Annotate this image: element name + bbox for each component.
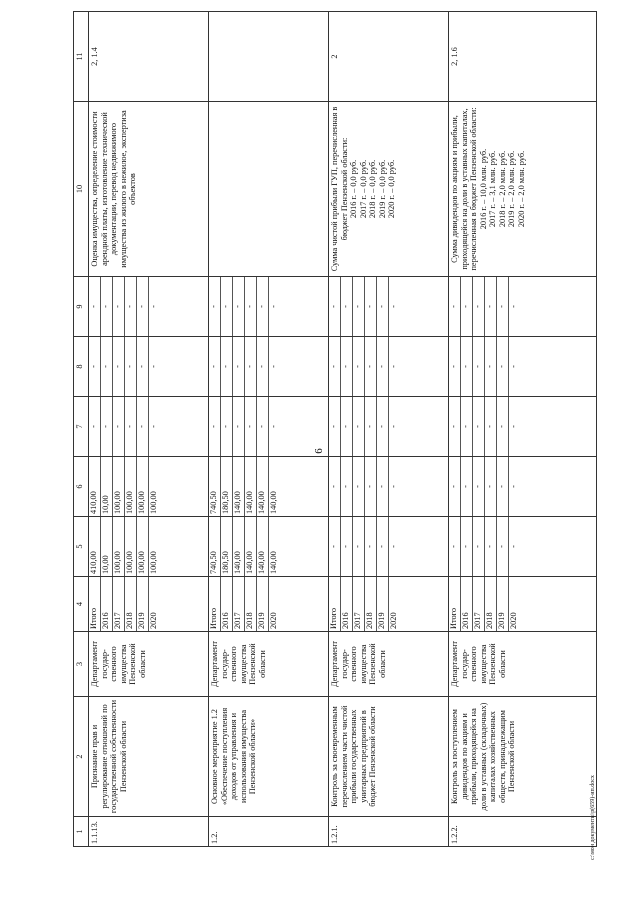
c5-value: 100,00: [125, 517, 137, 576]
c5-value: 140,00: [269, 551, 278, 574]
c8-value: -: [509, 365, 518, 368]
col-c5: [209, 517, 329, 577]
c5-value: -: [377, 517, 389, 576]
c9-value: -: [245, 277, 257, 336]
c6-value: -: [497, 457, 509, 516]
c6-value: -: [377, 457, 389, 516]
col-c8: [89, 337, 209, 397]
col-c6: [89, 457, 209, 517]
link: 2, 1.6: [449, 12, 597, 102]
col-c5: [329, 517, 449, 577]
c5-value: 410,00: [89, 517, 101, 576]
c9-value: -: [269, 305, 278, 308]
col-years: [329, 577, 449, 632]
c5-value: -: [329, 517, 341, 576]
years-value: 2017: [353, 577, 365, 631]
c9-value: -: [89, 277, 101, 336]
c9-value: -: [509, 305, 518, 308]
c6-value: 140,00: [269, 491, 278, 514]
c5-value: -: [473, 517, 485, 576]
indicator: Оценка имущества, определение стоимости арендной платы, изготовление технической документации, перевод недвижимого имущества из жилого в нежилое, экспертиза объектов: [89, 102, 209, 277]
c7-value: -: [113, 397, 125, 456]
c8-value: -: [341, 337, 353, 396]
c9-value: -: [485, 277, 497, 336]
years-value: 2019: [497, 577, 509, 631]
years-value: 2018: [245, 577, 257, 631]
c7-value: -: [377, 397, 389, 456]
c9-value: -: [389, 305, 398, 308]
years-value: 2019: [137, 577, 149, 631]
c8-value: -: [461, 337, 473, 396]
c8-value: -: [377, 337, 389, 396]
c9-value: -: [125, 277, 137, 336]
rotated-table-wrapper: [73, 12, 603, 847]
c9-value: -: [257, 277, 269, 336]
row-number: 1.1.13.: [89, 817, 209, 847]
c6-value: 140,00: [257, 457, 269, 516]
c8-value: -: [149, 365, 158, 368]
c7-value: -: [221, 397, 233, 456]
c7-value: -: [89, 397, 101, 456]
c9-value: -: [113, 277, 125, 336]
c9-value: -: [137, 277, 149, 336]
c9-value: -: [341, 277, 353, 336]
col-c6: [449, 457, 597, 517]
years-value: 2017: [233, 577, 245, 631]
c7-value: -: [101, 397, 113, 456]
c9-value: -: [461, 277, 473, 336]
c5-value: -: [389, 545, 398, 548]
c9-value: -: [497, 277, 509, 336]
col-header-1: 1: [74, 817, 89, 847]
col-c6: [209, 457, 329, 517]
col-c7: [89, 397, 209, 457]
c8-value: -: [137, 337, 149, 396]
footer-path: c:\мои документы\р(659)-ип.docx: [590, 775, 596, 860]
col-c8: [209, 337, 329, 397]
indicator: [209, 102, 329, 277]
col-header-10: 10: [74, 102, 89, 277]
col-c7: [449, 397, 597, 457]
c9-value: -: [329, 277, 341, 336]
header-row: [74, 12, 89, 847]
link: 2, 1.4: [89, 12, 209, 102]
c8-value: -: [449, 337, 461, 396]
years-value: 2016: [221, 577, 233, 631]
c6-value: -: [461, 457, 473, 516]
years-value: 2020: [149, 612, 158, 629]
c5-value: 740,50: [209, 517, 221, 576]
c5-value: -: [365, 517, 377, 576]
c5-value: -: [353, 517, 365, 576]
c9-value: -: [353, 277, 365, 336]
col-years: [449, 577, 597, 632]
c7-value: -: [449, 397, 461, 456]
c6-value: -: [365, 457, 377, 516]
link: 2: [329, 12, 449, 102]
years-value: 2016: [461, 577, 473, 631]
c8-value: -: [329, 337, 341, 396]
c9-value: -: [149, 305, 158, 308]
col-c9: [89, 277, 209, 337]
table-body: [89, 12, 597, 847]
col-years: [209, 577, 329, 632]
years-value: 2020: [269, 612, 278, 629]
c9-value: -: [233, 277, 245, 336]
table-row: [209, 12, 329, 847]
c7-value: -: [389, 425, 398, 428]
col-header-3: 3: [74, 632, 89, 697]
c5-value: 10,00: [101, 517, 113, 576]
c6-value: 100,00: [137, 457, 149, 516]
c6-value: 100,00: [149, 491, 158, 514]
years-value: Итого: [329, 577, 341, 631]
c8-value: -: [389, 365, 398, 368]
c6-value: 100,00: [113, 457, 125, 516]
c7-value: -: [233, 397, 245, 456]
col-c5: [89, 517, 209, 577]
years-value: 2016: [341, 577, 353, 631]
years-value: 2018: [485, 577, 497, 631]
col-header-9: 9: [74, 277, 89, 337]
c7-value: -: [341, 397, 353, 456]
c9-value: -: [209, 277, 221, 336]
executor: Департамент государ-ственного имущества Пензенской области: [449, 632, 597, 697]
c6-value: -: [509, 485, 518, 488]
years-value: Итого: [89, 577, 101, 631]
program-table: [73, 11, 597, 847]
c7-value: -: [485, 397, 497, 456]
c8-value: -: [353, 337, 365, 396]
c7-value: -: [125, 397, 137, 456]
c5-value: 100,00: [113, 517, 125, 576]
c8-value: -: [485, 337, 497, 396]
row-number: 1.2.: [209, 817, 329, 847]
c7-value: -: [209, 397, 221, 456]
c8-value: -: [245, 337, 257, 396]
c6-value: -: [485, 457, 497, 516]
c5-value: 140,00: [245, 517, 257, 576]
c7-value: -: [461, 397, 473, 456]
col-c9: [329, 277, 449, 337]
activity-name: Контроль за своевременным перечислением части чистой прибыли государственных унитарных предприятий в бюджет Пензенской области: [329, 697, 449, 817]
c7-value: -: [497, 397, 509, 456]
col-header-4: 4: [74, 577, 89, 632]
col-c8: [449, 337, 597, 397]
c7-value: -: [353, 397, 365, 456]
c7-value: -: [509, 425, 518, 428]
col-header-2: 2: [74, 697, 89, 817]
c7-value: -: [257, 397, 269, 456]
activity-name: Основное мероприятие 1.2 «Обеспечение поступления доходов от управления и использования имущества Пензенской области»: [209, 697, 329, 817]
c9-value: -: [101, 277, 113, 336]
years-value: 2020: [389, 612, 398, 629]
c7-value: -: [269, 425, 278, 428]
c5-value: 180,50: [221, 517, 233, 576]
col-header-7: 7: [74, 397, 89, 457]
years-value: 2019: [377, 577, 389, 631]
c6-value: 140,00: [245, 457, 257, 516]
c7-value: -: [473, 397, 485, 456]
col-c9: [449, 277, 597, 337]
c6-value: -: [353, 457, 365, 516]
c6-value: 180,50: [221, 457, 233, 516]
c8-value: -: [269, 365, 278, 368]
years-value: 2020: [509, 612, 518, 629]
c6-value: -: [329, 457, 341, 516]
c5-value: -: [509, 545, 518, 548]
col-header-11: 11: [74, 12, 89, 102]
c5-value: -: [449, 517, 461, 576]
years-value: 2016: [101, 577, 113, 631]
c9-value: -: [449, 277, 461, 336]
c5-value: -: [341, 517, 353, 576]
indicator: Сумма дивидендов по акциям и прибыли, приходящейся на доли в уставных капиталах, перечисленная в бюджет Пензенской области: 2016 г. – 10,0 млн. руб. 2017 г. – 3,1 млн. руб. 2018 г. – 2,0 млн. руб. 2019 г. – 2,0 млн. руб. 2020 г. – 2,0 млн. руб.: [449, 102, 597, 277]
c5-value: 100,00: [149, 551, 158, 574]
years-value: 2019: [257, 577, 269, 631]
row-number: 1.2.1.: [329, 817, 449, 847]
c8-value: -: [221, 337, 233, 396]
executor: Департамент государ-ственного имущества Пензенской области: [89, 632, 209, 697]
c9-value: -: [365, 277, 377, 336]
c5-value: 100,00: [137, 517, 149, 576]
c9-value: -: [473, 277, 485, 336]
c5-value: 140,00: [257, 517, 269, 576]
c7-value: -: [245, 397, 257, 456]
c8-value: -: [473, 337, 485, 396]
col-c7: [209, 397, 329, 457]
c8-value: -: [101, 337, 113, 396]
c7-value: -: [365, 397, 377, 456]
table-row: [329, 12, 449, 847]
col-c9: [209, 277, 329, 337]
c6-value: -: [389, 485, 398, 488]
c8-value: -: [233, 337, 245, 396]
col-years: [89, 577, 209, 632]
c6-value: -: [449, 457, 461, 516]
page-number: 6: [312, 448, 325, 454]
years-value: 2017: [113, 577, 125, 631]
c8-value: -: [497, 337, 509, 396]
executor: Департамент государ-ственного имущества Пензенской области: [329, 632, 449, 697]
col-c8: [329, 337, 449, 397]
c5-value: -: [497, 517, 509, 576]
activity-name: Контроль за поступлением дивидендов по акциям и прибыли, приходящейся на доли в уставных (складочных) капиталах хозяйственных обществ, принадлежащим Пензенской области: [449, 697, 597, 817]
c8-value: -: [257, 337, 269, 396]
years-value: 2018: [125, 577, 137, 631]
table-row: [449, 12, 597, 847]
c5-value: -: [485, 517, 497, 576]
years-value: 2018: [365, 577, 377, 631]
c6-value: 10,00: [101, 457, 113, 516]
col-c7: [329, 397, 449, 457]
link: [209, 12, 329, 102]
col-header-8: 8: [74, 337, 89, 397]
c7-value: -: [149, 425, 158, 428]
indicator: Сумма чистой прибыли ГУП, перечисленная в бюджет Пензенской области: 2016 г. – 0,0 руб. 2017 г. – 0,0 руб. 2018 г. – 0,0 руб. 2019 г. – 0,0 руб. 2020 г. – 0,0 руб.: [329, 102, 449, 277]
col-header-5: 5: [74, 517, 89, 577]
col-header-6: 6: [74, 457, 89, 517]
c5-value: -: [461, 517, 473, 576]
years-value: Итого: [209, 577, 221, 631]
c7-value: -: [137, 397, 149, 456]
c8-value: -: [209, 337, 221, 396]
col-c6: [329, 457, 449, 517]
c6-value: -: [473, 457, 485, 516]
years-value: 2017: [473, 577, 485, 631]
col-c5: [449, 517, 597, 577]
c8-value: -: [113, 337, 125, 396]
c5-value: 140,00: [233, 517, 245, 576]
activity-name: Признание прав и регулирование отношений по государственной собственности Пензенской области: [89, 697, 209, 817]
c6-value: 410,00: [89, 457, 101, 516]
c6-value: 140,00: [233, 457, 245, 516]
c8-value: -: [125, 337, 137, 396]
c8-value: -: [365, 337, 377, 396]
table-row: [89, 12, 209, 847]
years-value: Итого: [449, 577, 461, 631]
executor: Департамент государ-ственного имущества Пензенской области: [209, 632, 329, 697]
c9-value: -: [221, 277, 233, 336]
c6-value: 100,00: [125, 457, 137, 516]
row-number: 1.2.2.: [449, 817, 597, 847]
c6-value: 740,50: [209, 457, 221, 516]
c9-value: -: [377, 277, 389, 336]
c8-value: -: [89, 337, 101, 396]
c7-value: -: [329, 397, 341, 456]
c6-value: -: [341, 457, 353, 516]
